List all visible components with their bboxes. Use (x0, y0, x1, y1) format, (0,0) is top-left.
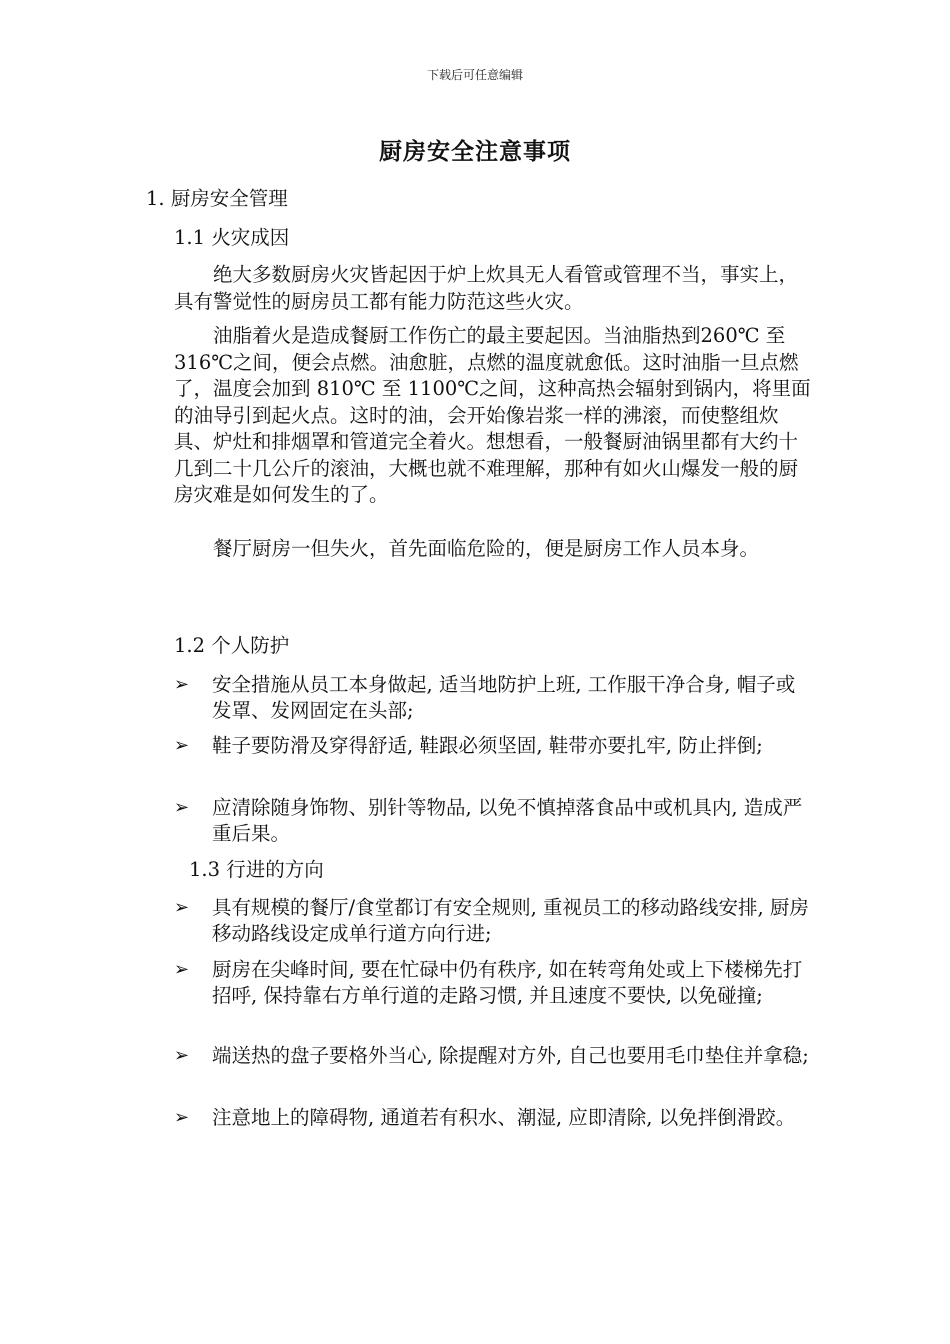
list-item-text: 应清除随身饰物、别针等物品, 以免不慎掉落食品中或机具内, 造成严重后果。 (212, 796, 803, 845)
paragraph-3 (174, 536, 814, 563)
list-item (174, 672, 814, 724)
arrow-bullet-icon: ➢ (174, 797, 190, 818)
list-item (174, 1105, 814, 1131)
arrow-bullet-icon: ➢ (174, 674, 190, 695)
header-note: 下载后可任意编辑 (426, 68, 523, 82)
paragraph-text: 绝大多数厨房火灾皆起因于炉上炊具无人看管或管理不当，事实上，具有警觉性的厨房员工都有能力防范这些火灾。 (174, 263, 799, 313)
subsection-heading-1-1: 1.1 火灾成因 (174, 226, 290, 249)
section-heading-1: 1. 厨房安全管理 (146, 187, 288, 210)
list-item (174, 795, 814, 847)
paragraph-text: 餐厅厨房一但失火，首先面临危险的，便是厨房工作人员本身。 (213, 537, 760, 560)
list-item-text: 端送热的盘子要格外当心, 除提醒对方外, 自己也要用毛巾垫住并拿稳; (212, 1044, 809, 1067)
list-item-text: 注意地上的障碍物, 通道若有积水、潮湿, 应即清除, 以免拌倒滑跤。 (212, 1106, 796, 1129)
list-item-text: 鞋子要防滑及穿得舒适, 鞋跟必须坚固, 鞋带亦要扎牢, 防止拌倒; (212, 734, 763, 757)
list-item (174, 1043, 814, 1069)
list-item-text: 具有规模的餐厅/食堂都订有安全规则, 重视员工的移动路线安排, 厨房移动路线设定成单行道方向行进; (212, 896, 809, 945)
arrow-bullet-icon: ➢ (174, 735, 190, 756)
list-item (174, 733, 814, 759)
arrow-bullet-icon: ➢ (174, 897, 190, 918)
arrow-bullet-icon: ➢ (174, 1107, 190, 1128)
paragraph-1 (174, 262, 814, 315)
list-item-text: 安全措施从员工本身做起, 适当地防护上班, 工作服干净合身, 帽子或发罩、发网固定在头部; (212, 673, 796, 722)
list-item-text: 厨房在尖峰时间, 要在忙碌中仍有秩序, 如在转弯角处或上下楼梯先打招呼, 保持靠右方单行道的走路习惯, 并且速度不要快, 以免碰撞; (212, 958, 803, 1007)
arrow-bullet-icon: ➢ (174, 1045, 190, 1066)
document-title: 厨房安全注意事项 (379, 138, 571, 165)
arrow-bullet-icon: ➢ (174, 959, 190, 980)
subsection-heading-1-3: 1.3 行进的方向 (189, 858, 324, 881)
list-item (174, 895, 814, 947)
subsection-heading-1-2: 1.2 个人防护 (174, 634, 290, 657)
paragraph-text: 油脂着火是造成餐厨工作伤亡的最主要起因。当油脂热到260℃ 至 316℃之间，便会点燃。油愈脏，点燃的温度就愈低。这时油脂一旦点燃了，温度会加到 810℃ 至 1100℃之间，这种高热会辐射到锅内，将里面的油导引到起火点。这时的油，会开始像岩浆一样的沸滚，而使整组炊具、炉灶和排烟罩和管道完全着火。想想看，一般餐厨油锅里都有大约十几到二十几公斤的滚油，大概也就不难理解，那种有如火山爆发一般的厨房灾难是如何发生的了。 (174, 324, 811, 506)
list-item (174, 957, 814, 1009)
paragraph-2 (174, 323, 814, 509)
